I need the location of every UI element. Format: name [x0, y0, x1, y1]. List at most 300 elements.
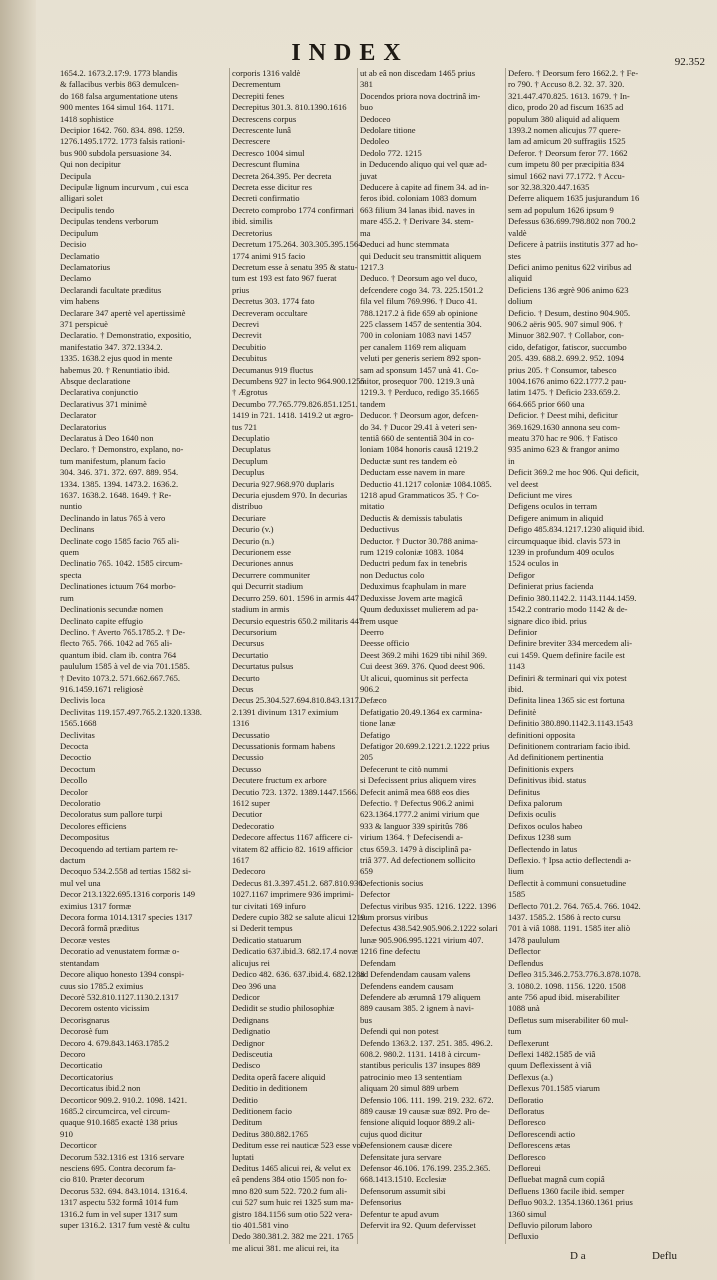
- index-line: qui Decurrit stadium: [232, 581, 304, 592]
- index-line: Decubitus: [232, 353, 267, 364]
- index-line: dolium: [508, 296, 533, 307]
- index-line: Decretorius: [232, 227, 273, 238]
- index-line: Decussio: [232, 752, 264, 763]
- index-line: Decretus 303. 1774 fato: [232, 296, 315, 307]
- index-line: Deficere à patriis institutis 377 ad ho-: [508, 239, 638, 250]
- index-line: 1360 simul: [508, 1208, 547, 1219]
- index-line: Decoratio ad venustatem formæ o-: [60, 946, 180, 957]
- index-line: Decollo: [60, 775, 88, 786]
- index-line: Decretum esse à senatu 395 & statu-: [232, 261, 358, 272]
- index-line: Defectio. † Defectus 906.2 animi: [360, 798, 475, 808]
- index-line: Decumbo 77.765.779.826.851.1251.: [232, 398, 358, 409]
- index-line: mare 455.2. † Derivare 34. stem-: [360, 216, 474, 227]
- index-line: Dedoleo: [360, 136, 390, 147]
- index-line: Defero. † Deorsum fero 1662.2. † Fe-: [508, 68, 639, 78]
- index-line: Decipulæ lignum incurvum , cui esca: [60, 182, 189, 193]
- index-line: Dedecus 81.3.397.451.2. 687.810.936.: [232, 877, 365, 888]
- index-line: Defixus 1238 sum: [508, 832, 572, 843]
- index-line: vim habens: [60, 296, 100, 307]
- index-line: Decolores efficiens: [60, 820, 127, 831]
- catchword: Deflu: [652, 1250, 678, 1262]
- index-line: feros ibid. coloniam 1083 domum: [360, 193, 477, 204]
- index-line: Decurtatio: [232, 649, 269, 660]
- index-line: 1027.1167 imprimere 936 imprimi-: [232, 889, 354, 900]
- index-line: Decreveram occultare: [232, 307, 308, 318]
- index-line: Defectus 438.542.905.906.2.1222 solari: [360, 923, 498, 934]
- index-line: stantibus periculis 137 insupes 889: [360, 1060, 481, 1071]
- index-line: Deflexio. † Ipsa actio deflectendi a-: [508, 855, 632, 866]
- index-line: cujus quod dicitur: [360, 1128, 423, 1139]
- index-line: Defæco: [360, 695, 387, 706]
- index-line: 1685.2 circumcirca, vel circum-: [60, 1105, 170, 1116]
- index-line: 1617: [232, 855, 250, 866]
- index-line: Decipulum: [60, 227, 99, 238]
- index-line: Decrevit: [232, 330, 262, 341]
- index-line: 3. 1080.2. 1098. 1156. 1220. 1508: [508, 980, 626, 991]
- index-line: Decursus: [232, 638, 264, 649]
- index-line: 608.2. 980.2. 1131. 1418 à circum-: [360, 1048, 481, 1059]
- index-line: Decoro 4. 679.843.1463.1785.2: [60, 1037, 170, 1048]
- index-line: aliquam 20 simul 889 urbem: [360, 1083, 459, 1094]
- index-line: 1393.2 nomen alicujus 77 quere-: [508, 125, 621, 136]
- index-line: Deflexus 701.1585 viarum: [508, 1083, 600, 1094]
- index-line: lium: [508, 866, 524, 877]
- index-line: dactum: [60, 855, 86, 866]
- index-line: Deflexerunt: [508, 1037, 550, 1048]
- index-line: Dedecore affectus 1167 afficere ci-: [232, 832, 353, 843]
- index-line: Deesse officio: [360, 638, 410, 649]
- index-line: Decoquo 534.2.558 ad tertias 1582 si-: [60, 866, 192, 877]
- index-line: Dedisceutia: [232, 1048, 273, 1059]
- index-line: Definitio 380.890.1142.3.1143.1543: [508, 718, 633, 729]
- index-line: Dedere cupio 382 se salute alicui 1219: [232, 912, 366, 923]
- index-line: tentiâ 660 de sententiâ 304 in co-: [360, 433, 475, 443]
- index-line: Decuplum: [232, 455, 268, 466]
- index-line: 1239 in profundum 409 oculos: [508, 547, 614, 558]
- index-line: rum: [60, 592, 74, 603]
- index-line: Definio 380.1142.2. 1143.1144.1459.: [508, 592, 637, 603]
- index-line: in: [508, 455, 515, 466]
- index-line: Absque declaratione: [60, 375, 131, 386]
- index-line: 1316.2 fum in vel super 1317 sum: [60, 1208, 178, 1219]
- index-line: 1437. 1585.2. 1586 à recto cursu: [508, 912, 621, 923]
- index-line: fensione aliquid loquor 889.2 ali-: [360, 1117, 475, 1128]
- index-line: valdè: [508, 227, 527, 238]
- index-line: Decorus 532. 694. 843.1014. 1316.4.: [60, 1185, 188, 1196]
- index-line: 1216 fine defectu: [360, 946, 421, 957]
- index-line: super 1316.2. 1317 fum vestè & cultu: [60, 1220, 190, 1231]
- index-line: Ut alicui, quominus sit perfecta: [360, 672, 469, 683]
- index-line: patrocinio meo 13 sententiam: [360, 1071, 462, 1082]
- index-line: Deest 369.2 mihi 1629 tibi nihil 369.: [360, 649, 487, 660]
- index-line: Declaratio. † Demonstratio, expositio,: [60, 330, 192, 341]
- index-line: Defensorum assumit sibi: [360, 1185, 446, 1196]
- index-line: Decipula: [60, 170, 92, 181]
- index-line: rum 1219 coloniæ 1083. 1084: [360, 547, 464, 558]
- index-line: ante 756 apud ibid. miserabiliter: [508, 991, 620, 1002]
- index-line: Decipior 1642. 760. 834. 898. 1259.: [60, 125, 185, 136]
- index-line: Declarativa conjunctio: [60, 387, 139, 398]
- index-line: Decolor: [60, 786, 88, 797]
- index-line: in Deducendo aliquo qui vel quæ ad-: [360, 159, 487, 170]
- index-line: tandem: [360, 398, 386, 409]
- index-line: Defendi qui non potest: [360, 1026, 439, 1037]
- index-line: Deducor. † Deorsum agor, defcen-: [360, 410, 479, 421]
- index-line: Declamo: [60, 273, 92, 284]
- index-line: Defatigo: [360, 729, 391, 740]
- index-line: 1276.1495.1772. 1773 falsis rationi-: [60, 136, 186, 147]
- index-line: 1419 in 721. 1418. 1419.2 ut ægro-: [232, 410, 354, 421]
- index-line: Defigor: [508, 569, 535, 580]
- index-line: Decorum 532.1316 est 1316 servare: [60, 1151, 185, 1162]
- index-line: bus 900 subdola persuasione 34.: [60, 147, 172, 158]
- index-line: Decisio: [60, 239, 87, 250]
- index-column-1: [60, 68, 232, 1244]
- index-line: cido, defatigor, fatiscor, succumbo: [508, 341, 627, 352]
- index-line: Decurionem esse: [232, 547, 291, 558]
- index-line: Decorè 532.810.1127.1130.2.1317: [60, 991, 179, 1002]
- index-line: Decurtatus pulsus: [232, 661, 294, 672]
- index-line: Dedicatio statuarum: [232, 934, 302, 945]
- index-line: quantum ibid. clam ib. contra 764: [60, 649, 177, 660]
- index-line: Decurto: [232, 672, 260, 683]
- index-line: Deditum: [232, 1117, 263, 1128]
- index-line: Definiri & terminari qui vix potest: [508, 672, 627, 683]
- index-line: Declinato capite effugio: [60, 615, 143, 626]
- index-line: Declaratus à Deo 1640 non: [60, 433, 154, 443]
- index-line: Decuplatio: [232, 433, 270, 443]
- index-line: Declino. † Averto 765.1785.2. † De-: [60, 626, 186, 637]
- index-line: Decrescunt flumina: [232, 159, 300, 170]
- index-line: 1143: [508, 661, 525, 672]
- index-line: Declaratorius: [60, 421, 107, 432]
- index-line: Declaro. † Demonstro, explano, no-: [60, 444, 184, 455]
- index-line: Declivitas: [60, 729, 95, 740]
- page-header: [0, 40, 717, 68]
- index-line: Decutior: [232, 809, 263, 820]
- index-line: Declivis loca: [60, 695, 106, 706]
- index-line: Decrepiti fenes: [232, 90, 285, 101]
- index-line: tur civitati 169 infuro: [232, 900, 306, 911]
- index-line: 1612 super: [232, 798, 270, 808]
- index-line: Definior: [508, 626, 538, 637]
- index-line: Decorticatorius: [60, 1071, 113, 1082]
- index-line: Decutere fructum ex arbore: [232, 775, 327, 786]
- index-line: Decuplus: [232, 467, 265, 478]
- index-line: Defecit animâ mea 688 eos dies: [360, 786, 470, 797]
- index-line: Decorosè fum: [60, 1026, 109, 1037]
- index-line: Decrescente lunâ: [232, 125, 291, 136]
- index-line: Decresco 1004 simul: [232, 147, 305, 158]
- index-line: vel deest: [508, 478, 539, 489]
- index-line: Qui non decipitur: [60, 159, 121, 170]
- index-line: Decusso: [232, 763, 262, 774]
- index-line: Dedignor: [232, 1037, 265, 1048]
- index-line: Defectionis socius: [360, 877, 424, 888]
- index-line: per canalem 1169 rem aliquam: [360, 341, 467, 352]
- index-line: Definitivus ibid. status: [508, 775, 587, 786]
- index-line: si Defecissent prius aliquem vires: [360, 775, 476, 786]
- index-line: stes: [508, 250, 521, 261]
- index-line: Decora forma 1014.1317 species 1317: [60, 912, 193, 923]
- index-line: Dedisco: [232, 1060, 261, 1071]
- index-line: Deduco. † Deorsum ago vel duco,: [360, 273, 478, 284]
- index-line: cio 810. Præter decorum: [60, 1174, 145, 1185]
- index-line: tum manifestum, planum facio: [60, 455, 166, 466]
- index-line: Defluxio: [508, 1231, 539, 1242]
- index-line: cui 527 sum huic rei 1325 sum ma-: [232, 1197, 354, 1208]
- index-line: Deflectit à communi consuetudine: [508, 877, 627, 888]
- index-line: Decretum 175.264. 303.305.395.1564.: [232, 239, 365, 250]
- index-line: Dedecoro: [232, 866, 266, 877]
- index-line: Defigere animum in aliquid: [508, 512, 604, 523]
- index-line: Defendere ab ærumnâ 179 aliquem: [360, 991, 481, 1002]
- index-line: juvat: [360, 170, 378, 181]
- index-line: Minuor 382.907. † Collabor, con-: [508, 330, 624, 341]
- index-line: Decuriare: [232, 512, 266, 523]
- index-line: Dedignatio: [232, 1026, 271, 1037]
- page-title: INDEX: [291, 40, 409, 66]
- index-line: eximius 1317 formæ: [60, 900, 132, 911]
- index-line: 1542.2 contrario modo 1142 & de-: [508, 604, 628, 615]
- index-line: non Deductus colo: [360, 569, 425, 580]
- index-line: † Devito 1073.2. 571.662.667.765.: [60, 672, 181, 683]
- index-line: ad Defendendam causam valens: [360, 969, 471, 980]
- index-line: 889 causam 385. 2 ignem à navi-: [360, 1003, 474, 1014]
- index-line: Defletus sum miserabiliter 60 mul-: [508, 1014, 629, 1025]
- index-line: Declinans: [60, 524, 95, 535]
- index-line: Deductio 41.1217 coloniæ 1084.1085.: [360, 478, 492, 489]
- index-line: Declinatio 765. 1042. 1585 circum-: [60, 558, 183, 569]
- index-line: Deductivus: [360, 524, 400, 535]
- index-line: Deduxisse Jovem arte magicâ: [360, 592, 463, 603]
- index-line: ma: [360, 227, 371, 238]
- index-line: defcendere cogo 34. 73. 225.1501.2: [360, 284, 484, 295]
- index-line: Defixos oculos habeo: [508, 820, 583, 831]
- index-line: Decorem ostento vicissim: [60, 1003, 150, 1014]
- index-line: Decutio 723. 1372. 1389.1447.1566.: [232, 786, 359, 797]
- index-line: Ad definitionem pertinentia: [508, 752, 604, 763]
- index-line: circumquaque ibid. clavis 573 in: [508, 535, 621, 546]
- index-line: Decorticor 909.2. 910.2. 1098. 1421.: [60, 1094, 187, 1105]
- index-line: 1418 sophistice: [60, 113, 114, 124]
- index-line: 889 causæ 19 causæ suæ 892. Pro de-: [360, 1105, 490, 1116]
- index-line: † Ægrotus: [232, 387, 268, 398]
- index-line: nesciens 695. Contra decorum fa-: [60, 1163, 176, 1173]
- index-line: tione lanæ: [360, 718, 396, 729]
- index-line: Deo 396 una: [232, 980, 276, 991]
- index-line: definitioni opposita: [508, 729, 576, 740]
- index-line: Declarandi facultate præditus: [60, 284, 162, 295]
- index-line: si Dederit tempus: [232, 923, 293, 934]
- index-line: meatu 370 hac re 906. † Fatisco: [508, 433, 618, 443]
- index-line: specta: [60, 569, 82, 580]
- index-line: Defatigatio 20.49.1364 ex carmina-: [360, 706, 483, 717]
- index-line: 910: [60, 1128, 73, 1139]
- index-line: Deficior. † Deest mihi, deficitur: [508, 410, 618, 421]
- index-line: Decorticatus ibid.2 non: [60, 1083, 141, 1094]
- index-line: prius: [232, 284, 250, 295]
- index-line: ibid. similis: [232, 216, 273, 227]
- index-line: Declamatio: [60, 250, 100, 261]
- index-line: 663 filium 34 lanas ibid. naves in: [360, 204, 475, 215]
- index-line: Decompositus: [60, 832, 110, 843]
- index-line: Decocta: [60, 740, 89, 751]
- index-line: quem: [60, 547, 80, 558]
- index-line: Defervit ira 92. Quum defervisset: [360, 1220, 476, 1231]
- index-line: Deducere à capite ad finem 34. ad in-: [360, 182, 489, 193]
- index-line: Cui deest 369. 376. Quod deest 906.: [360, 661, 485, 672]
- index-line: 664.665 prior 660 una: [508, 398, 585, 409]
- index-line: Defessus 636.699.798.802 non 700.2: [508, 216, 636, 227]
- index-line: Decus 25.304.527.694.810.843.1317.: [232, 695, 361, 706]
- index-line: loniam 1084 honoris causâ 1219.2: [360, 444, 479, 455]
- index-line: 1774 animi 915 facio: [232, 250, 306, 261]
- index-line: me alicui 381. me alicui rei, ita: [232, 1242, 339, 1253]
- index-line: Decrescens corpus: [232, 113, 297, 124]
- index-line: Decipulas tendens verborum: [60, 216, 159, 227]
- index-line: ro 790. † Accuso 8.2. 32. 37. 320.: [508, 79, 625, 90]
- index-line: Defensorius: [360, 1197, 402, 1208]
- index-line: 1565.1668: [60, 718, 97, 729]
- index-line: do 168 falsa argumentatione utens: [60, 90, 178, 101]
- index-line: 1317 aspectu 532 formâ 1014 fum: [60, 1197, 179, 1208]
- index-line: Deductam esse navem in mare: [360, 467, 465, 478]
- index-line: stentandam: [60, 957, 100, 968]
- index-line: Decuria ejusdem 970. In decurias: [232, 490, 348, 501]
- index-line: Dedoceo: [360, 113, 391, 124]
- index-line: Deditum esse rei nauticæ 523 esse vo-: [232, 1140, 364, 1151]
- index-line: 1334. 1385. 1394. 1473.2. 1636.2.: [60, 478, 179, 489]
- index-line: 1217.3: [360, 261, 384, 272]
- index-line: Decorisgnarus: [60, 1014, 110, 1025]
- index-line: Declamatorius: [60, 261, 111, 272]
- index-line: 2.1391 divinum 1317 eximium: [232, 706, 339, 717]
- index-line: Decus: [232, 683, 254, 694]
- index-line: Declinationes ictuum 764 morbo-: [60, 581, 176, 592]
- index-line: 1335. 1638.2 ejus quod in mente: [60, 353, 173, 364]
- index-line: 304. 346. 371. 372. 697. 889. 954.: [60, 467, 179, 478]
- index-line: Deficit 369.2 me hoc 906. Qui deficit,: [508, 467, 640, 478]
- index-line: aliquid: [508, 273, 532, 284]
- index-line: Decor 213.1322.695.1316 corporis 149: [60, 889, 196, 900]
- index-line: Defixis oculis: [508, 809, 556, 820]
- index-line: Defentur te apud avum: [360, 1208, 439, 1219]
- index-line: mitatio: [360, 501, 385, 512]
- index-line: 369.1629.1630 annona seu com-: [508, 421, 620, 432]
- index-line: Deficio. † Desum, destino 904.905.: [508, 307, 631, 318]
- index-line: veluti per generis seriem 892 spon-: [360, 353, 481, 364]
- index-line: Decoloratio: [60, 798, 101, 808]
- index-line: gistro 184.1156 sum otio 522 vera-: [232, 1208, 353, 1219]
- index-line: 788.1217.2 à fide 659 ab opinione: [360, 307, 478, 318]
- index-line: sem ad populum 1626 ipsum 9: [508, 204, 614, 215]
- index-line: 1316: [232, 718, 250, 729]
- index-line: trem usque: [360, 615, 398, 626]
- index-line: lunæ 905.906.995.1221 virium 407.: [360, 934, 484, 945]
- index-line: 900 mentes 164 simul 164. 1171.: [60, 102, 175, 113]
- index-line: Decoloratus sum pallore turpi: [60, 809, 163, 820]
- index-line: eâ pendens 384 otio 1505 non fo-: [232, 1174, 348, 1185]
- index-line: Declivitas 119.157.497.765.2.1320.1338.: [60, 706, 202, 717]
- index-line: Dedo 380.381.2. 382 me 221. 1765: [232, 1231, 354, 1242]
- index-line: Dedecoratio: [232, 820, 274, 831]
- index-column-3: [360, 68, 508, 1244]
- index-line: fila vel filum 769.996. † Duco 41.: [360, 296, 478, 307]
- index-line: Decurrere communiter: [232, 569, 311, 580]
- index-line: 225 classem 1457 de sententia 304.: [360, 318, 482, 329]
- index-line: Dedidit se studio philosophiæ: [232, 1003, 335, 1014]
- index-line: Defendo 1363.2. 137. 251. 385. 496.2.: [360, 1037, 493, 1048]
- index-line: Deflendus: [508, 957, 544, 968]
- index-line: Defigens oculos in terram: [508, 501, 598, 512]
- index-line: Decreta esse dicitur res: [232, 182, 312, 193]
- page-footer: [360, 1250, 678, 1270]
- index-line: dico, prodo 20 ad fiscum 1635 ad: [508, 102, 624, 113]
- index-line: Definitus: [508, 786, 540, 797]
- index-line: Decuriones annus: [232, 558, 294, 569]
- index-line: tus 721: [232, 421, 258, 432]
- index-line: 205. 439. 688.2. 699.2. 952. 1094: [508, 353, 625, 364]
- index-line: simul 1662 navi 77.1772. † Accu-: [508, 170, 625, 181]
- index-line: Declinate cogo 1585 facio 765 ali-: [60, 535, 180, 546]
- index-line: Defendam: [360, 957, 396, 968]
- index-line: Defectus viribus 935. 1216. 1222. 1396: [360, 900, 497, 911]
- index-line: Decrevi: [232, 318, 260, 329]
- index-line: corporis 1316 valdè: [232, 68, 301, 78]
- index-line: Defigo 485.834.1217.1230 aliquid ibid.: [508, 524, 645, 535]
- index-line: Defendens eandem causam: [360, 980, 454, 991]
- index-line: lam ad amicum 20 suffragiis 1525: [508, 136, 626, 147]
- index-line: 1004.1676 animo 622.1777.2 pau-: [508, 375, 627, 386]
- index-line: Definierat prius facienda: [508, 581, 594, 592]
- index-line: Decrescere: [232, 136, 271, 147]
- index-line: Deflexus (a.): [508, 1071, 553, 1082]
- index-line: populum 380 aliquid ad aliquem: [508, 113, 620, 124]
- index-line: Defici animo penitus 622 viribus ad: [508, 261, 632, 272]
- index-line: Deditio: [232, 1094, 258, 1105]
- index-line: ctus 659.3. 1479 à disciplinâ pa-: [360, 843, 472, 854]
- index-line: Deduci ad hunc stemmata: [360, 239, 450, 250]
- index-line: 205: [360, 752, 373, 763]
- index-line: Deflorescens ætas: [508, 1140, 571, 1151]
- index-line: Deflexi 1482.1585 de viâ: [508, 1048, 596, 1059]
- index-line: sum prorsus viribus: [360, 912, 428, 923]
- index-line: stadium in armis: [232, 604, 290, 615]
- index-line: Decipulis tendo: [60, 204, 115, 215]
- index-line: Defluens 1360 facile ibid. semper: [508, 1185, 625, 1196]
- index-line: Defloratio: [508, 1094, 544, 1105]
- binding-shadow: [0, 0, 36, 1280]
- index-line: Defluebat magnâ cum copiâ: [508, 1174, 605, 1185]
- index-line: Decurio (v.): [232, 524, 274, 535]
- index-line: Defensitate jura servare: [360, 1151, 442, 1162]
- index-line: signare dico ibid. prius: [508, 615, 587, 626]
- index-line: Dedolare titione: [360, 125, 416, 136]
- index-line: Decurro 259. 601. 1596 in armis 447: [232, 592, 359, 603]
- index-line: 916.1459.1671 religiosè: [60, 683, 144, 694]
- index-line: Deditio in deditionem: [232, 1083, 308, 1094]
- index-line: 1088 unà: [508, 1003, 540, 1014]
- index-line: habemus 20. † Renuntiatio ibid.: [60, 364, 170, 375]
- index-line: Deficiens 136 ægrè 906 animo 623: [508, 284, 629, 295]
- index-line: 935 animo 623 & frangor animo: [508, 444, 620, 455]
- index-line: Decoræ vestes: [60, 934, 110, 945]
- index-column-4: [508, 68, 702, 1244]
- index-line: vitatem 82 afficio 82. 1619 afficior: [232, 843, 353, 854]
- index-line: Dedico 482. 636. 637.ibid.4. 682.1288: [232, 969, 365, 980]
- index-line: tum: [508, 1026, 522, 1037]
